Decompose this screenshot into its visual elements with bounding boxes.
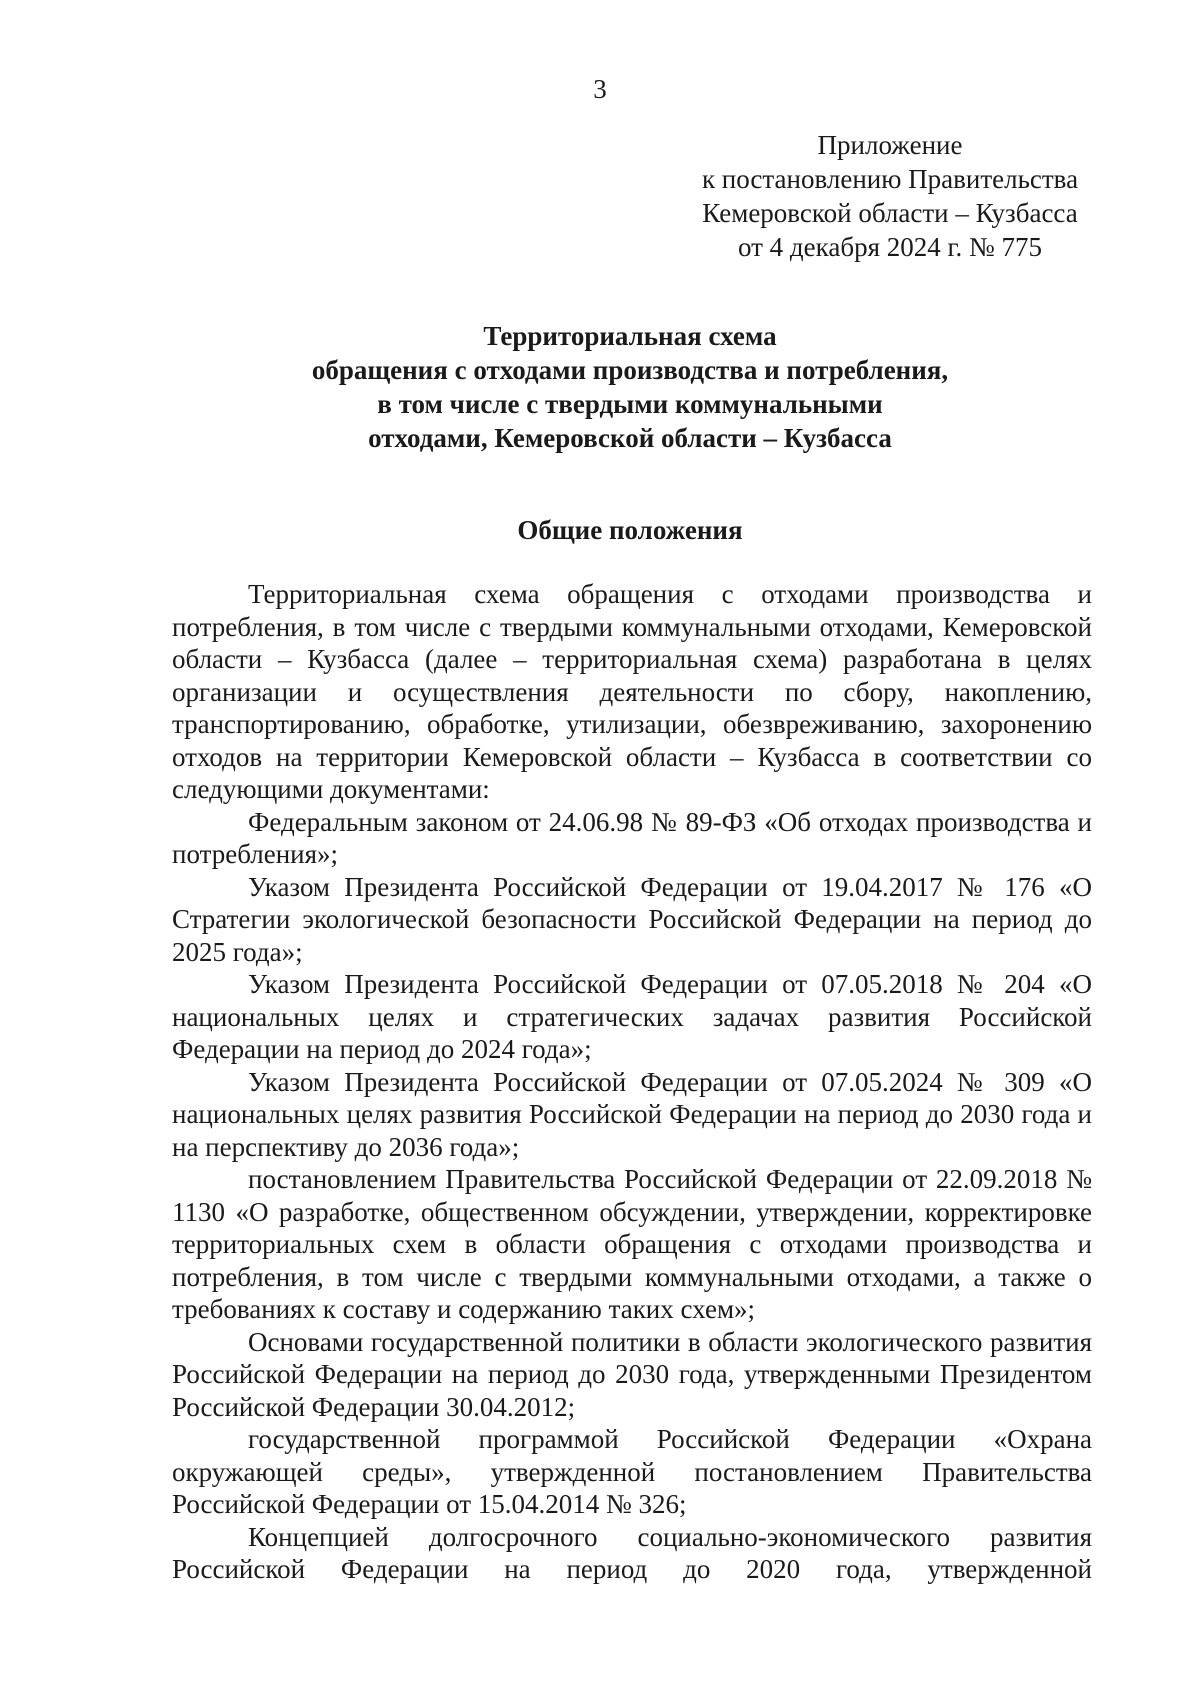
appendix-block — [680, 128, 1100, 264]
paragraph: Указом Президента Российской Федерации от 07.05.2018 № 204 «О национальных целях и стратегических задачах развития Российской Федерации на период до 2024 года»; — [172, 969, 1092, 1064]
paragraph: Концепцией долгосрочного социально-экономического развития Российской Федерации на период до 2020 года, утвержденной — [172, 1521, 1092, 1584]
paragraph: государственной программой Российской Федерации «Охрана окружающей среды», утвержденной постановлением Правительства Российской Федерации от 15.04.2014 № 326; — [172, 1424, 1092, 1519]
paragraph: постановлением Правительства Российской Федерации от 22.09.2018 № 1130 «О разработке, общественном обсуждении, утверждении, корректировке территориальных схем в области обращения с отходами производства и потребления, в том числе с твердыми коммунальными отходами, а также о требованиях к составу и содержанию таких схем»; — [172, 1164, 1092, 1324]
body-text — [172, 578, 1092, 1586]
appendix-line: от 4 декабря 2024 г. № 775 — [737, 232, 1043, 262]
paragraph: Указом Президента Российской Федерации от 19.04.2017 № 176 «О Стратегии экологической безопасности Российской Федерации на период до 2025 года»; — [172, 871, 1092, 967]
paragraph: Указом Президента Российской Федерации от 07.05.2024 № 309 «О национальных целях развития Российской Федерации на период до 2030 года и на перспективу до 2036 года»; — [172, 1066, 1092, 1162]
document-title — [170, 319, 1090, 455]
title-line: Территориальная схема — [483, 321, 777, 351]
paragraph: Основами государственной политики в области экологического развития Российской Федерации на период до 2030 года, утвержденными Президентом Российской Федерации 30.04.2012; — [172, 1326, 1092, 1422]
paragraph: Территориальная схема обращения с отходами производства и потребления, в том числе с твердыми коммунальными отходами, Кемеровской области – Кузбасса (далее – территориальная схема) разработана в целях организации и осуществления деятельности по сбору, накоплению, транспортированию, обработке, утилизации, обезвреживанию, захоронению отходов на территории Кемеровской области – Кузбасса в соответствии со следующими документами: — [172, 579, 1092, 804]
appendix-line: к постановлению Правительства — [701, 164, 1079, 194]
title-line: отходами, Кемеровской области – Кузбасса — [368, 423, 892, 453]
title-line: обращения с отходами производства и потребления, — [311, 355, 949, 385]
appendix-line: Приложение — [817, 130, 963, 160]
title-line: в том числе с твердыми коммунальными — [377, 389, 883, 419]
paragraph: Федеральным законом от 24.06.98 № 89-ФЗ «Об отходах производства и потребления»; — [172, 806, 1092, 869]
page-number: 3 — [593, 74, 607, 104]
appendix-line: Кемеровской области – Кузбасса — [702, 198, 1078, 228]
section-heading: Общие положения — [517, 515, 743, 545]
